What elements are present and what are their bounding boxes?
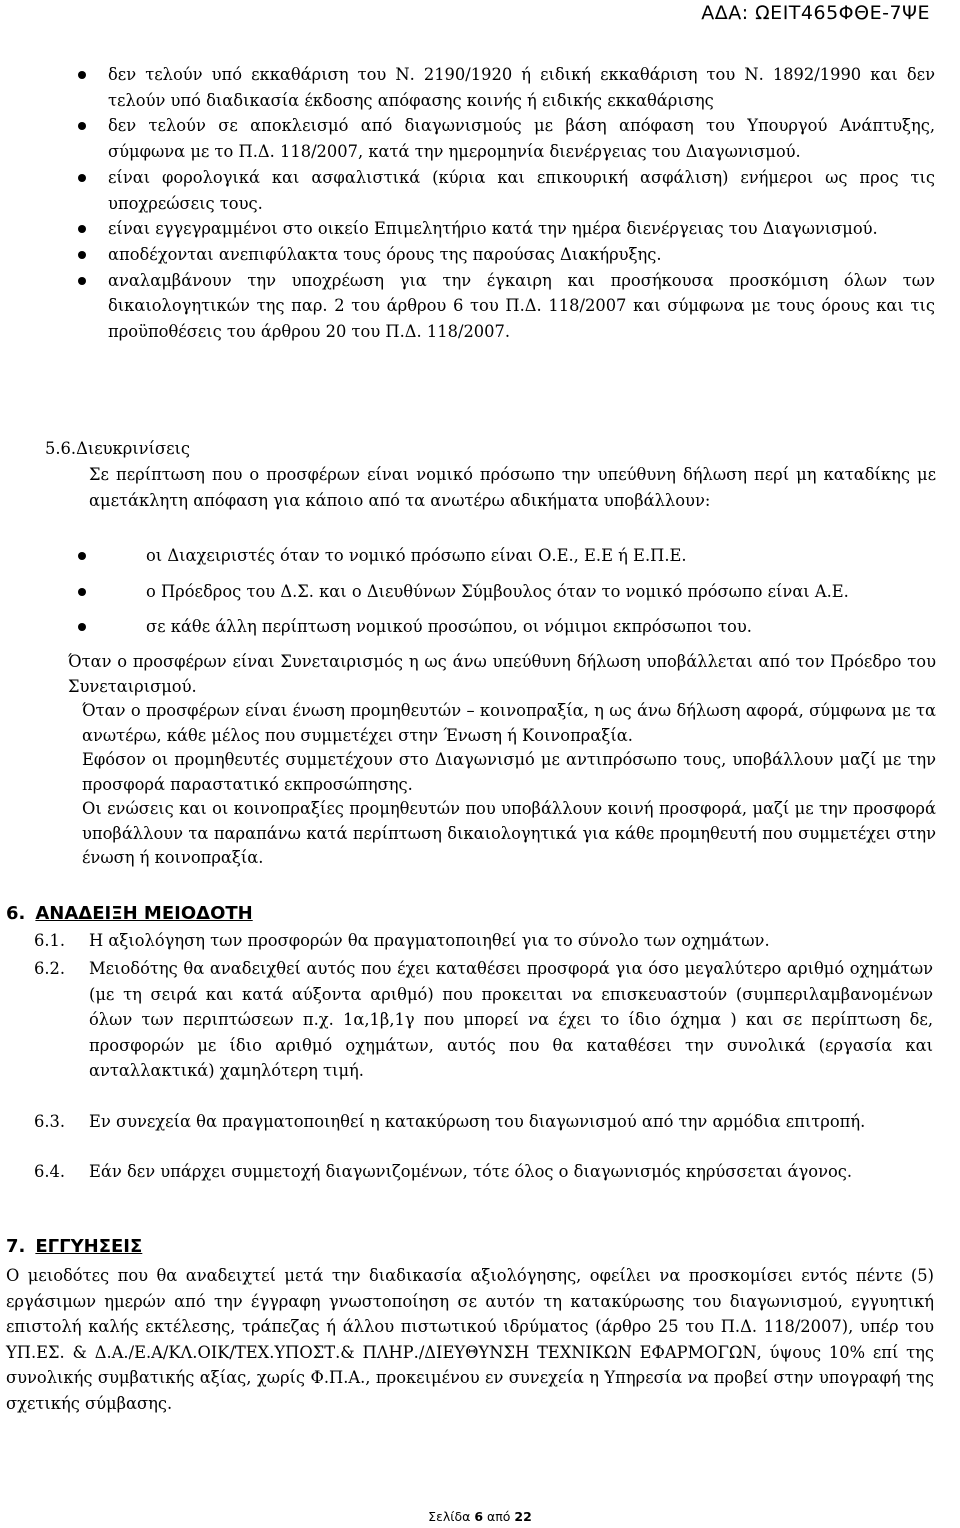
footer-of: από bbox=[487, 1509, 511, 1524]
list-item: Μειοδότης θα αναδειχθεί αυτός που έχει καταθέσει προσφορά για όσο μεγαλύτερο αριθμό οχημάτων (με τη σειρά και κατά αύξοντα αριθμό) που προκειται να επισκευαστούν (συμπεριλαμβανομένων όλων των περιπτώσεων π.χ. 1α,1β,1γ που μπορεί να έχει το ίδιο όχημα ) και σε περίπτωση δε, προσφορών με ίδιο αριθμό οχημάτων, αυτός που θα καταθέσει την συνολικά (εργασία και ανταλλακτικά) χαμηλότερη τιμή. bbox=[89, 959, 933, 1080]
list-item: είναι εγγεγραμμένοι στο οικείο Επιμελητήριο κατά την ημέρα διενέργειας του Διαγωνισμού. bbox=[0, 216, 935, 242]
list-item: Εν συνεχεία θα πραγματοποιηθεί η κατακύρωση του διαγωνισμού από την αρμόδια επιτροπή. bbox=[89, 1112, 866, 1131]
list-item: οι Διαχειριστές όταν το νομικό πρόσωπο είναι Ο.Ε., Ε.Ε ή Ε.Π.Ε. bbox=[0, 543, 933, 569]
section-5-6-heading bbox=[45, 436, 345, 462]
section-5-6-intro: Σε περίπτωση που ο προσφέρων είναι νομικό πρόσωπο την υπεύθυνη δήλωση περί μη καταδίκης με αμετάκλητη απόφαση για κάποιο από τα ανωτέρω αδικήματα υποβάλλουν: bbox=[89, 465, 936, 510]
item-number: 6.2. bbox=[34, 959, 66, 978]
paragraph: Όταν ο προσφέρων είναι Συνεταιρισμός η ως άνω υπεύθυνη δήλωση υποβάλλεται από τον Πρόεδρο του Συνεταιρισμού. bbox=[68, 652, 936, 696]
paragraph: Εφόσον οι προμηθευτές συμμετέχουν στο Διαγωνισμό με αντιπρόσωπο τους, υποβάλλουν μαζί με την προσφορά παραστατικό εκπροσώπησης. bbox=[82, 750, 936, 794]
list-item: αναλαμβάνουν την υποχρέωση για την έγκαιρη και προσήκουσα προσκόμιση όλων των δικαιολογητικών της παρ. 2 του άρθρου 6 του Π.Δ. 118/2007 και σύμφωνα με τους όρους και τις προϋποθέσεις του άρθρου 20 του Π.Δ. 118/2007. bbox=[0, 268, 935, 345]
list-item: Εάν δεν υπάρχει συμμετοχή διαγωνιζομένων, τότε όλος ο διαγωνισμός κηρύσσεται άγονος. bbox=[89, 1162, 853, 1181]
list-item: αποδέχονται ανεπιφύλακτα τους όρους της παρούσας Διακήρυξης. bbox=[0, 242, 935, 268]
section-title: ΕΓΓΥΗΣΕΙΣ bbox=[35, 1236, 143, 1257]
list-item: δεν τελούν υπό εκκαθάριση του Ν. 2190/1920 ή ειδική εκκαθάριση του Ν. 1892/1990 και δεν τελούν υπό διαδικασία έκδοσης απόφασης κοινής ή ειδικής εκκαθάρισης bbox=[0, 62, 935, 113]
list-item: είναι φορολογικά και ασφαλιστικά (κύρια και επικουρική ασφάλιση) ενήμεροι ως προς τις υποχρεώσεις τους. bbox=[0, 165, 935, 216]
ada-code: ΑΔΑ: ΩΕΙΤ465ΦΘΕ-7ΨΕ bbox=[701, 2, 930, 24]
list-item: σε κάθε άλλη περίπτωση νομικού προσώπου, οι νόμιμοι εκπρόσωποι του. bbox=[0, 614, 933, 640]
section-6-heading bbox=[6, 903, 253, 925]
page-total: 22 bbox=[514, 1509, 532, 1524]
section-number: 5.6. bbox=[45, 439, 77, 458]
section-number: 7. bbox=[6, 1236, 26, 1257]
item-number: 6.4. bbox=[34, 1162, 66, 1181]
list-item: δεν τελούν σε αποκλεισμό από διαγωνισμούς με βάση απόφαση του Υπουργού Ανάπτυξης, σύμφωνα με το Π.Δ. 118/2007, κατά την ημερομηνία διενέργειας του Διαγωνισμού. bbox=[0, 113, 935, 164]
clarification-bullet-list bbox=[0, 543, 960, 640]
list-item: ο Πρόεδρος του Δ.Σ. και ο Διευθύνων Σύμβουλος όταν το νομικό πρόσωπο είναι Α.Ε. bbox=[0, 579, 933, 605]
eligibility-bullet-list bbox=[0, 62, 960, 345]
footer-label: Σελίδα bbox=[428, 1509, 471, 1524]
guarantee-paragraph: Ο μειοδότες που θα αναδειχτεί μετά την διαδικασία αξιολόγησης, οφείλει να προσκομίσει εντός πέντε (5) εργάσιμων ημερών από την έγγραφη γνωστοποίηση σε αυτόν τη κατακύρωσης του διαγωνισμού, εγγυητική επιστολή καλής εκτέλεσης, τράπεζας ή άλλου πιστωτικού ιδρύματος (άρθρο 25 του Π.Δ. 118/2007), υπέρ του ΥΠ.ΕΣ. & Δ.Α./Ε.Α/ΚΛ.ΟΙΚ/ΤΕΧ.ΥΠΟΣΤ.& ΠΛΗΡ./ΔΙΕΥΘΥΝΣΗ ΤΕΧΝΙΚΩΝ ΕΦΑΡΜΟΓΩΝ, ύψους 10% επί της συνολικής συμβατικής αξίας, χωρίς Φ.Π.Α., προκειμένου εν συνεχεία η Υπηρεσία να προβεί στην υπογραφή της σχετικής σύμβασης. bbox=[6, 1266, 934, 1413]
page-number: 6 bbox=[474, 1509, 484, 1524]
page-footer bbox=[0, 1509, 960, 1524]
section-number: 6. bbox=[6, 903, 26, 924]
paragraph: Όταν ο προσφέρων είναι ένωση προμηθευτών – κοινοπραξία, η ως άνω δήλωση αφορά, σύμφωνα με τα ανωτέρω, κάθε μέλος που συμμετέχει στην Ένωση ή Κοινοπραξία. bbox=[82, 701, 936, 745]
item-number: 6.1. bbox=[34, 931, 66, 950]
item-number: 6.3. bbox=[34, 1112, 66, 1131]
section-title: ΑΝΑΔΕΙΞΗ ΜΕΙΟΔΟΤΗ bbox=[35, 903, 253, 924]
paragraph: Οι ενώσεις και οι κοινοπραξίες προμηθευτών που υποβάλλουν κοινή προσφορά, μαζί με την προσφορά υποβάλλουν τα παραπάνω κατά περίπτωση δικαιολογητικά για κάθε προμηθευτή που συμμετέχει στην ένωση ή κοινοπραξία. bbox=[82, 799, 936, 867]
section-title: Διευκρινίσεις bbox=[76, 439, 191, 458]
list-item: Η αξιολόγηση των προσφορών θα πραγματοποιηθεί για το σύνολο των οχημάτων. bbox=[89, 931, 770, 950]
section-7-heading bbox=[6, 1236, 142, 1258]
